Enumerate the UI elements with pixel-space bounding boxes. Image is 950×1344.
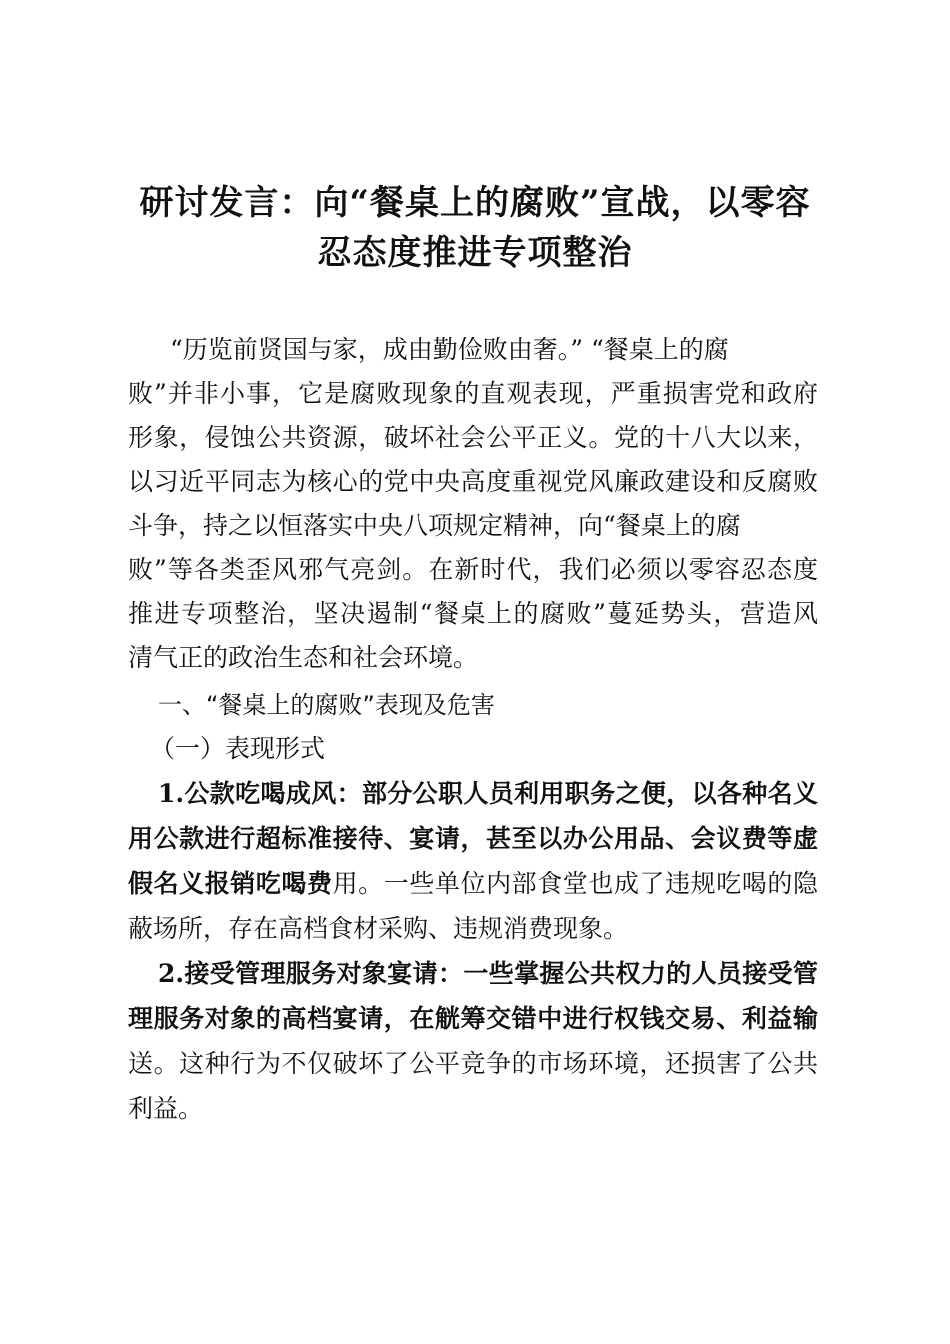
item-2-paragraph-line: [158, 959, 818, 989]
item-2-paragraph-line: [128, 1049, 818, 1079]
bold-lead-text: 理服务对象的高档宴请，在觥筹交错中进行权钱交易、利益输: [128, 1004, 818, 1033]
item-1-paragraph-line: [128, 869, 818, 899]
item-1-paragraph-line: [158, 779, 818, 809]
item-1-paragraph-line: [128, 824, 818, 854]
intro-paragraph-line: [170, 335, 729, 365]
body-text: 清气正的政治生态和社会环境。: [128, 643, 479, 672]
document-title-line-2: 忍态度推进专项整治: [317, 233, 633, 273]
body-text: 蔽场所，存在高档食材采购、违规消费现象。: [128, 914, 629, 943]
item-2-paragraph-line: [128, 1004, 818, 1034]
intro-paragraph-line: [128, 467, 818, 497]
item-1-paragraph-line: [128, 914, 628, 944]
body-text: 以习近平同志为核心的党中央高度重视党风廉政建设和反腐败: [128, 467, 818, 496]
item-2-paragraph-line: [128, 1094, 203, 1124]
intro-paragraph-line: [128, 555, 818, 585]
intro-paragraph-line: [128, 379, 818, 409]
body-text: 用。一些单位内部食堂也成了违规吃喝的隐: [332, 869, 818, 898]
subsection-heading: （一）表现形式: [150, 734, 326, 763]
intro-paragraph-line: [128, 643, 478, 673]
intro-paragraph-line: [128, 599, 818, 629]
body-text: 送。这种行为不仅破坏了公平竞争的市场环境，还损害了公共: [128, 1049, 818, 1078]
intro-paragraph-line: [128, 511, 741, 541]
section-heading: 一、“餐桌上的腐败”表现及危害: [158, 691, 495, 719]
document-title-line-1: 研讨发言：向“餐桌上的腐败”宣战，以零容: [139, 183, 811, 223]
bold-lead-text: 用公款进行超标准接待、宴请，甚至以办公用品、会议费等虚: [128, 824, 818, 853]
bold-lead-text: 1.公款吃喝成风：部分公职人员利用职务之便，以各种名义: [158, 779, 818, 808]
body-text: 败”并非小事，它是腐败现象的直观表现，严重损害党和政府: [128, 379, 818, 408]
intro-paragraph-line: [128, 423, 818, 453]
body-text: 形象，侵蚀公共资源，破坏社会公平正义。党的十八大以来，: [128, 423, 818, 452]
body-text: “历览前贤国与家，成由勤俭败由奢。” “餐桌上的腐: [170, 335, 729, 364]
body-text: 斗争，持之以恒落实中央八项规定精神，向“餐桌上的腐: [128, 511, 741, 540]
body-text: 败”等各类歪风邪气亮剑。在新时代，我们必须以零容忍态度: [128, 555, 818, 584]
body-text: 利益。: [128, 1094, 204, 1123]
body-text: 推进专项整治，坚决遏制“餐桌上的腐败”蔓延势头，营造风: [128, 599, 818, 628]
bold-lead-text: 2.接受管理服务对象宴请：一些掌握公共权力的人员接受管: [158, 959, 818, 988]
bold-lead-text: 假名义报销吃喝费: [128, 869, 333, 898]
